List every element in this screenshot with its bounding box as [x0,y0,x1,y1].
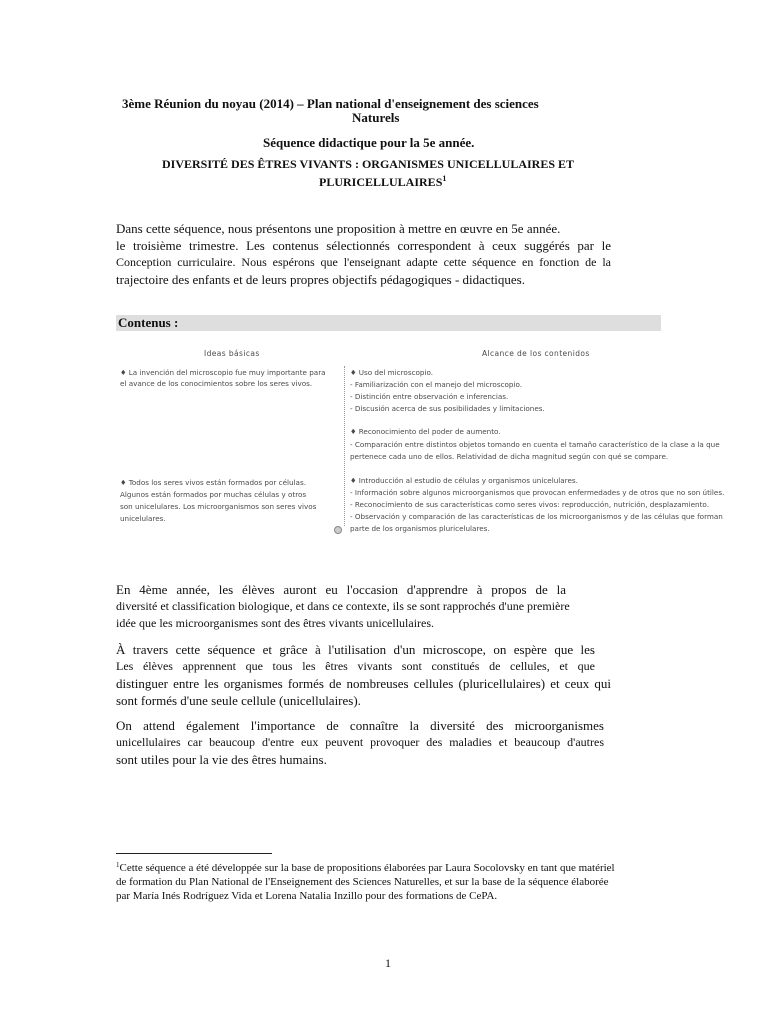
footnote-line [116,858,615,875]
table-divider [344,366,345,526]
table-cell-line: Algunos están formados por muchas células y otros [120,490,307,499]
table-cell-line: - Información sobre algunos microorganismos que provocan enfermedades y de otros que no son útiles. [350,488,725,497]
body-line: En 4ème année, les élèves auront eu l'occasion d'apprendre à propos de la [116,582,566,597]
table-cell-line: - Discusión acerca de sus posibilidades y limitaciones. [350,404,545,413]
table-header-ideas: Ideas básicas [204,349,260,358]
intro-line: Dans cette séquence, nous présentons une proposition à mettre en œuvre en 5e année. [116,221,561,236]
contents-label: Contenus : [118,315,179,330]
document-title-continued: Naturels [352,110,400,125]
table-cell-line: - Comparación entre distintos objetos tomando en cuenta el tamaño característico de la clase a la que [350,440,720,449]
section-heading: DIVERSITÉ DES ÊTRES VIVANTS : ORGANISMES UNICELLULAIRES ET [162,157,575,171]
table-cell-line: - Distinción entre observación e inferencias. [350,392,509,401]
section-heading-text: PLURICELLULAIRES [319,175,443,189]
document-title: 3ème Réunion du noyau (2014) – Plan national d'enseignement des sciences [122,96,539,111]
table-cell-line: ♦ La invención del microscopio fue muy importante para [120,368,326,377]
intro-line: Conception curriculaire. Nous espérons que l'enseignant adapte cette séquence en fonction de la [116,255,611,269]
table-cell-line: pertenece cada uno de ellos. Relatividad de dicha magnitud según con qué se compare. [350,452,669,461]
table-cell-line: - Reconocimiento de sus características como seres vivos: reproducción, nutrición, desplazamiento. [350,500,709,509]
body-line: Les élèves apprennent que tous les êtres vivants sont constitués de cellules, et que [116,659,595,673]
footnote-separator [116,853,272,854]
table-cell-line: ♦ Uso del microscopio. [350,368,434,377]
body-line: unicellulaires car beaucoup d'entre eux peuvent provoquer des maladies et beaucoup d'autres [116,735,604,749]
footnote-line: par María Inés Rodríguez Vida et Lorena Natalia Inzillo pour des formations de CePA. [116,890,498,902]
body-line: sont utiles pour la vie des êtres humains. [116,752,327,767]
footnote [116,858,615,903]
table-cell-line: - Familiarización con el manejo del microscopio. [350,380,523,389]
table-cell-line: ♦ Reconocimiento del poder de aumento. [350,427,501,436]
body-line: À travers cette séquence et grâce à l'utilisation d'un microscope, on espère que les [116,642,595,657]
body-line: sont formés d'une seule cellule (unicellulaires). [116,693,361,708]
intro-line: le troisième trimestre. Les contenus sélectionnés correspondent à ceux suggérés par le [116,238,611,253]
document-subtitle: Séquence didactique pour la 5e année. [263,135,475,150]
page-number: 1 [385,956,391,970]
footnote-mark: 1 [116,861,120,869]
footnote-ref: 1 [442,174,447,183]
body-line: idée que les microorganismes sont des êtres vivants unicellulaires. [116,616,435,630]
body-line: diversité et classification biologique, et dans ce contexte, ils se sont rapprochés d'une première [116,599,570,613]
body-line: On attend également l'importance de connaître la diversité des microorganismes [116,718,604,733]
intro-line: trajectoire des enfants et de leurs propres objectifs pédagogiques - didactiques. [116,272,525,287]
table-cell-line: ♦ Introducción al estudio de células y organismos unicelulares. [350,476,578,485]
table-cell-line: el avance de los conocimientos sobre los seres vivos. [120,379,313,388]
table-cell-line: son unicelulares. Los microorganismos son seres vivos [120,502,317,511]
body-line: distinguer entre les organismes formés de nombreuses cellules (pluricellulaires) et ceux qui [116,676,611,691]
body-paragraph-1 [116,581,611,632]
body-paragraph-3 [116,717,611,768]
table-cell-line: ♦ Todos los seres vivos están formados por células. [120,478,306,487]
table-cell-line: - Observación y comparación de las características de los microorganismos y de las células que forman [350,512,723,521]
footnote-line: de formation du Plan National de l'Enseignement des Sciences Naturelles, et sur la base de la séquence élaborée [116,876,609,888]
table-header-alcance: Alcance de los contenidos [482,349,590,358]
table-bullet-icon [334,526,342,534]
table-cell-line: unicelulares. [120,514,166,523]
table-cell-line: parte de los organismos pluricelulares. [350,524,490,533]
footnote-text: Cette séquence a été développée sur la base de propositions élaborées par Laura Socolovsky en tant que matériel [119,862,615,874]
body-paragraph-2 [116,641,611,709]
